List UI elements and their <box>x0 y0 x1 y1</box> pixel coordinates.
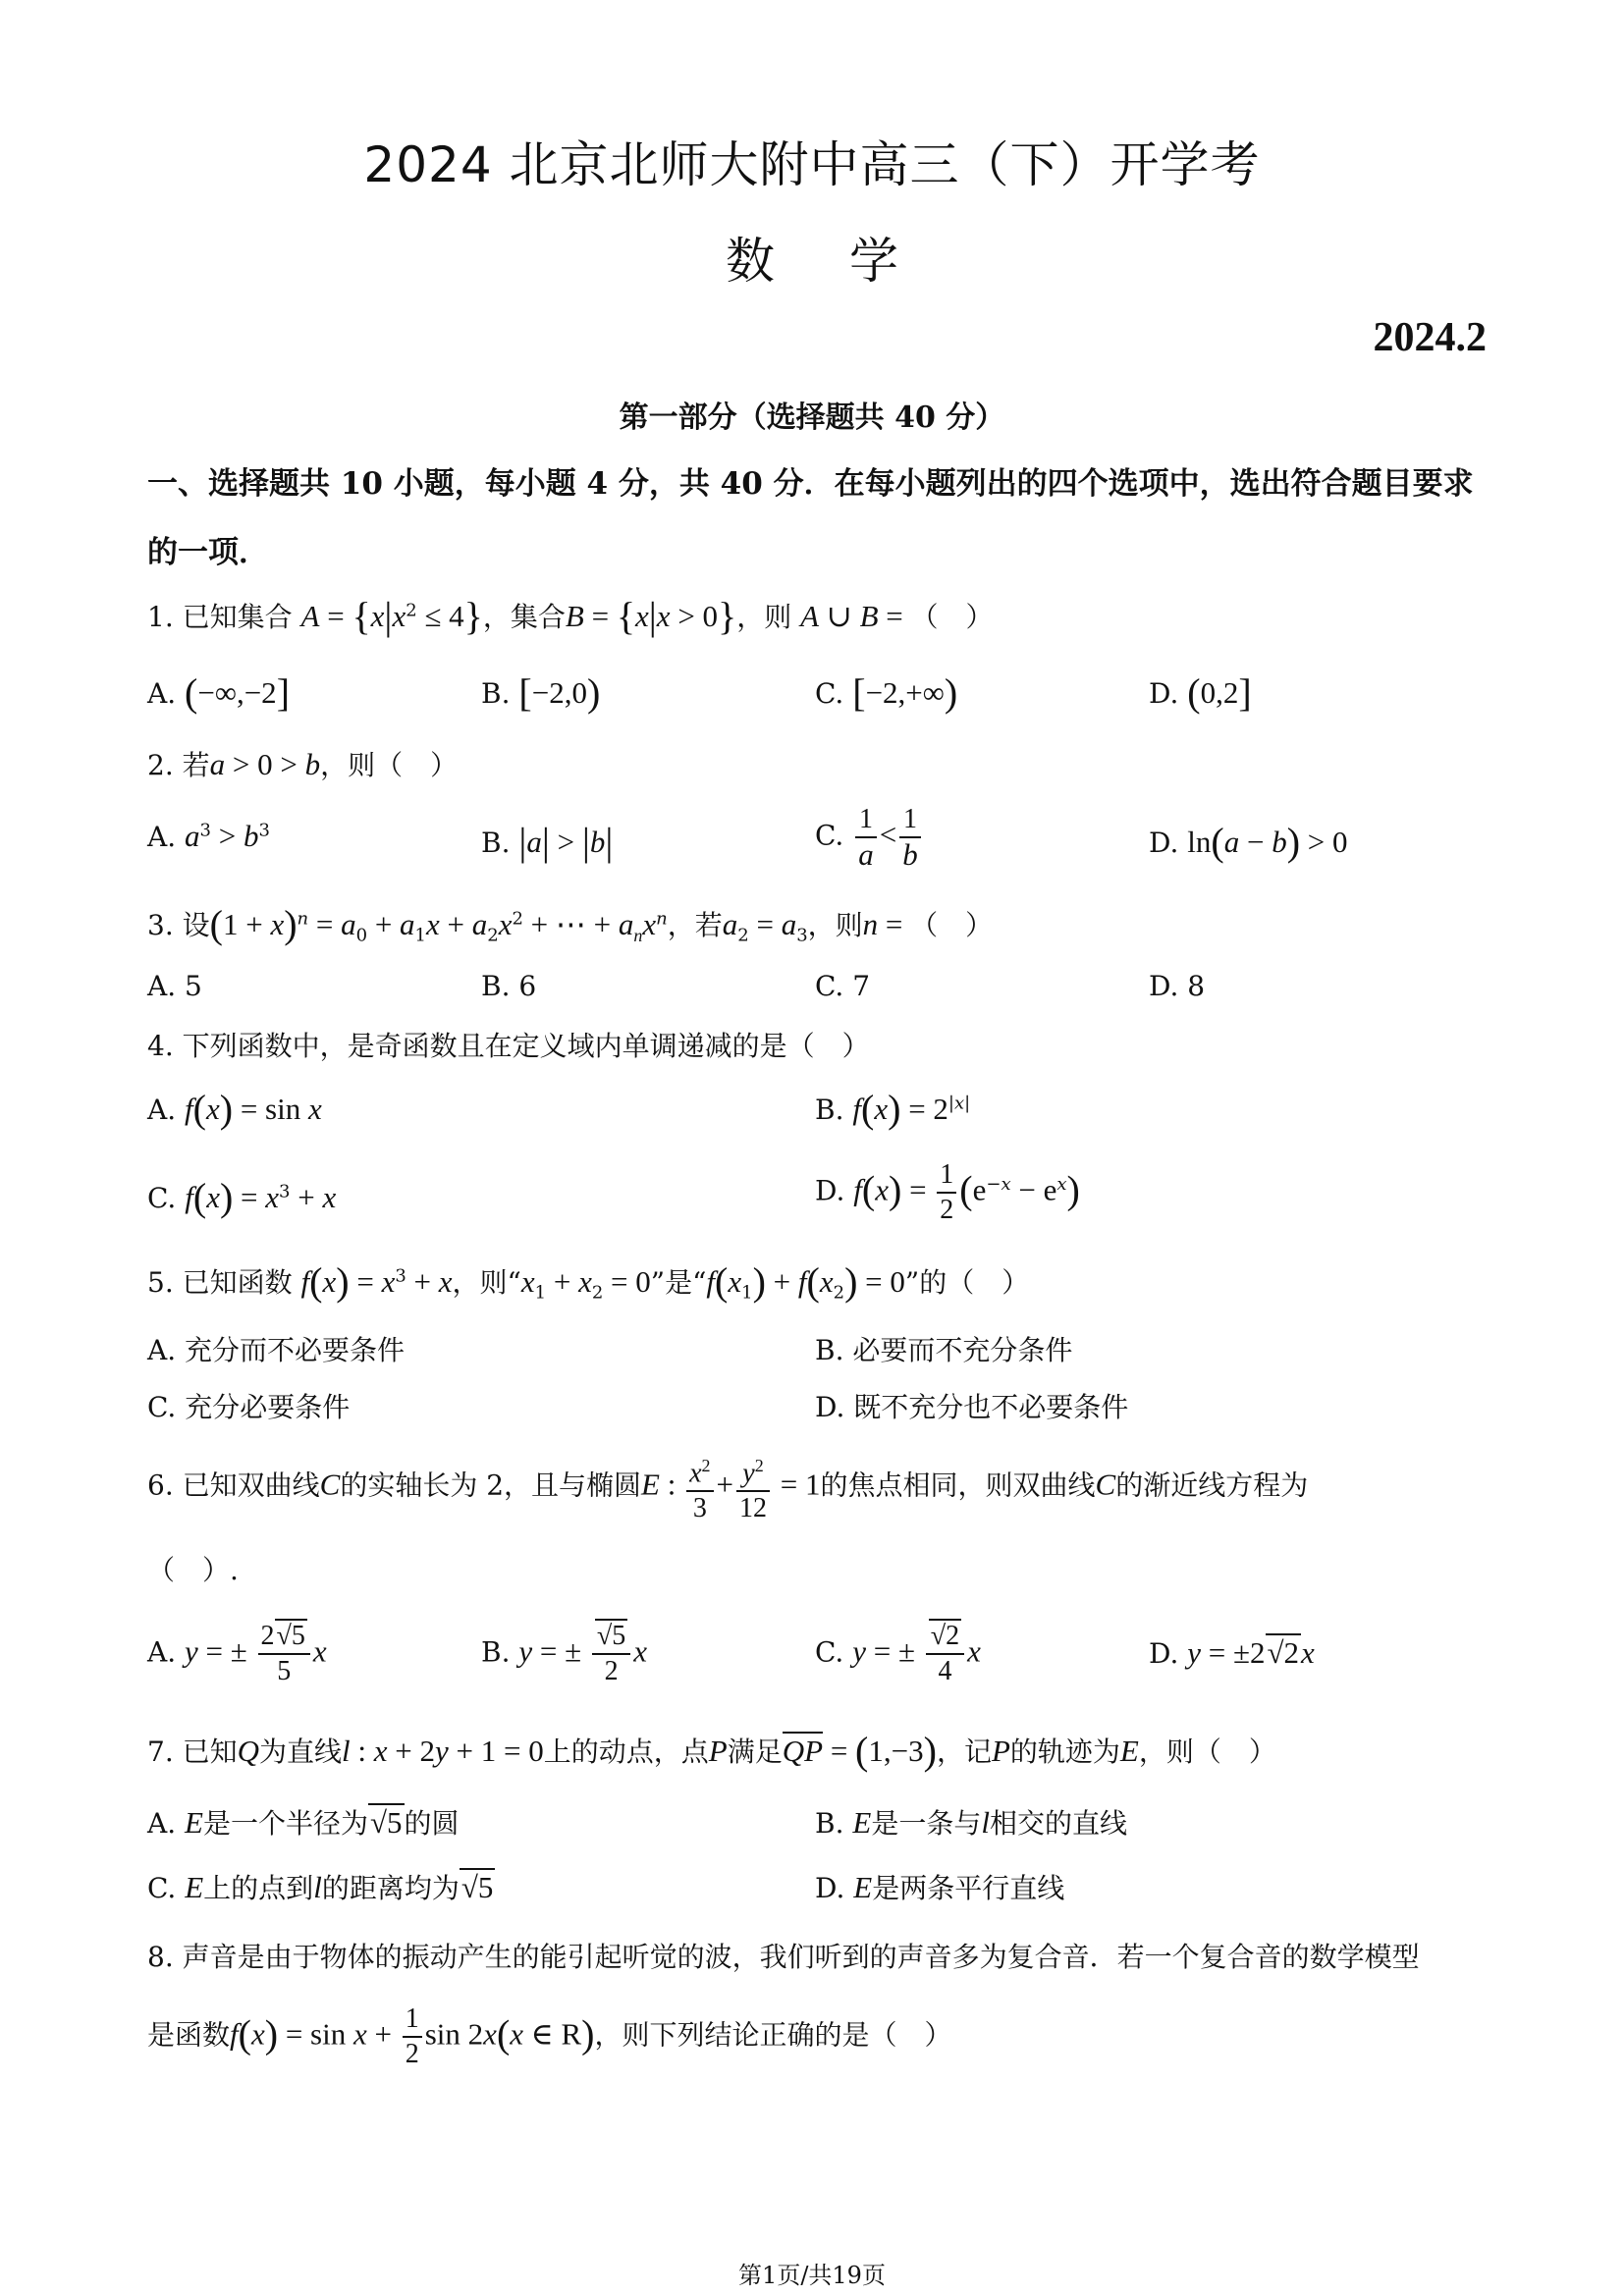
question-4-option-a[interactable]: A. f(x) = sin x <box>147 1087 322 1131</box>
page-title: 2024 北京北师大附中高三（下）开学考 <box>363 136 1261 193</box>
question-5-option-c[interactable]: C. 充分必要条件 <box>147 1391 351 1423</box>
question-5-stem: 5. 已知函数 $f(x) = x^3 + x$，则“$x_1 + x_2 = 0$”是“$f(x_1) + f(x_2) = 0$”的（ ） <box>147 1259 1030 1304</box>
question-2-option-b[interactable]: B. |a| > |b| <box>481 820 614 864</box>
question-2-option-c[interactable]: C. $\frac{1}{a}$ < $\frac{1}{b}$ <box>815 803 924 872</box>
question-6-option-c[interactable]: C. y = ± $\frac{√2}{4}$ x <box>815 1621 981 1686</box>
question-2-option-a[interactable]: A. $a^3 > b^3$ <box>147 819 270 853</box>
question-8-stem: 8. 声音是由于物体的振动产生的能引起听觉的波，我们听到的声音多为复合音．若一个复合音的数学模型 <box>147 1941 1420 1973</box>
question-1-option-b[interactable]: B. [−2,0) <box>481 670 601 715</box>
question-4-option-d[interactable]: D. f(x) = $\frac{1}{2}$ $(e^{-x} - e^x)$ <box>815 1159 1080 1225</box>
question-6-stem-line2: （ ）. <box>147 1554 239 1586</box>
question-3-option-a[interactable]: A. 5 <box>147 970 202 1002</box>
question-3-option-d[interactable]: D. 8 <box>1149 970 1206 1002</box>
question-5-option-d[interactable]: D. 既不充分也不必要条件 <box>815 1391 1129 1423</box>
question-7-option-a[interactable]: A. E是一个半径为√5的圆 <box>147 1805 460 1840</box>
question-3-stem: 3. 设$(1 + x)^n = a_0 + a_1x + a_2x^2$ + ⋯ + $a_nx^n$，若$a_2 = a_3$，则n = （ ） <box>147 902 994 946</box>
page-footer: 第1页/共19页 <box>738 2262 886 2289</box>
question-5-option-a[interactable]: A. 充分而不必要条件 <box>147 1334 406 1366</box>
question-4-option-b[interactable]: B. $f(x) = 2^{|x|}$ <box>815 1087 971 1131</box>
question-6-stem: 6. 已知双曲线C的实轴长为 2，且与椭圆E : $\frac{x^2}{3}$ + $\frac{y^2}{12}$ = 1的焦点相同，则双曲线C的渐近线方程为 <box>147 1449 1308 1525</box>
question-1-option-a[interactable]: A. (−∞,−2] <box>147 670 291 715</box>
question-1-option-d[interactable]: D. (0,2] <box>1149 670 1252 715</box>
question-4-option-c[interactable]: C. $f(x) = x^3 + x$ <box>147 1175 337 1219</box>
question-4-stem: 4. 下列函数中，是奇函数且在定义域内单调递减的是（ ） <box>147 1030 870 1062</box>
question-7-option-d[interactable]: D. E是两条平行直线 <box>815 1870 1065 1904</box>
question-7-option-c[interactable]: C. E上的点到l的距离均为√5 <box>147 1870 494 1904</box>
part-heading: 第一部分（选择题共 40 分） <box>619 400 1005 435</box>
question-6-option-b[interactable]: B. y = ± $\frac{√5}{2}$ x <box>481 1621 648 1686</box>
question-3-option-b[interactable]: B. 6 <box>481 970 537 1002</box>
question-3-option-c[interactable]: C. 7 <box>815 970 871 1002</box>
exam-date: 2024.2 <box>1373 315 1487 360</box>
subject-title: 数 学 <box>726 233 898 290</box>
section-instructions: 一、选择题共 10 小题，每小题 4 分，共 40 分．在每小题列出的四个选项中，选出符合题目要求的一项． <box>147 466 1474 570</box>
question-1-option-c[interactable]: C. [−2,+∞) <box>815 670 958 715</box>
question-2-stem: 2. 若a > 0 > b，则（ ） <box>147 747 459 781</box>
question-7-stem: 7. 已知Q为直线l : x + 2y + 1 = 0上的动点，点P满足QP = (1,−3)，记P的轨迹为E，则（ ） <box>147 1729 1276 1773</box>
question-8-stem-line2: 是函数f(x) = sin x + $\frac{1}{2}$ sin 2x(x ∈ R)，则下列结论正确的是（ ） <box>147 2003 952 2069</box>
question-6-option-d[interactable]: D. y = ±2√2x <box>1149 1635 1315 1670</box>
question-7-option-b[interactable]: B. E是一条与l相交的直线 <box>815 1805 1127 1840</box>
question-6-option-a[interactable]: A. y = ± $\frac{2√5}{5}$ x <box>147 1621 327 1686</box>
question-2-option-d[interactable]: D. ln(a − b) > 0 <box>1149 820 1348 864</box>
question-1-stem: 1. 已知集合 $A = \{x|x^2 \le 4\}$，集合B = {x|x > 0}，则 A ∪ B = （ ） <box>147 594 994 638</box>
question-5-option-b[interactable]: B. 必要而不充分条件 <box>815 1334 1073 1366</box>
